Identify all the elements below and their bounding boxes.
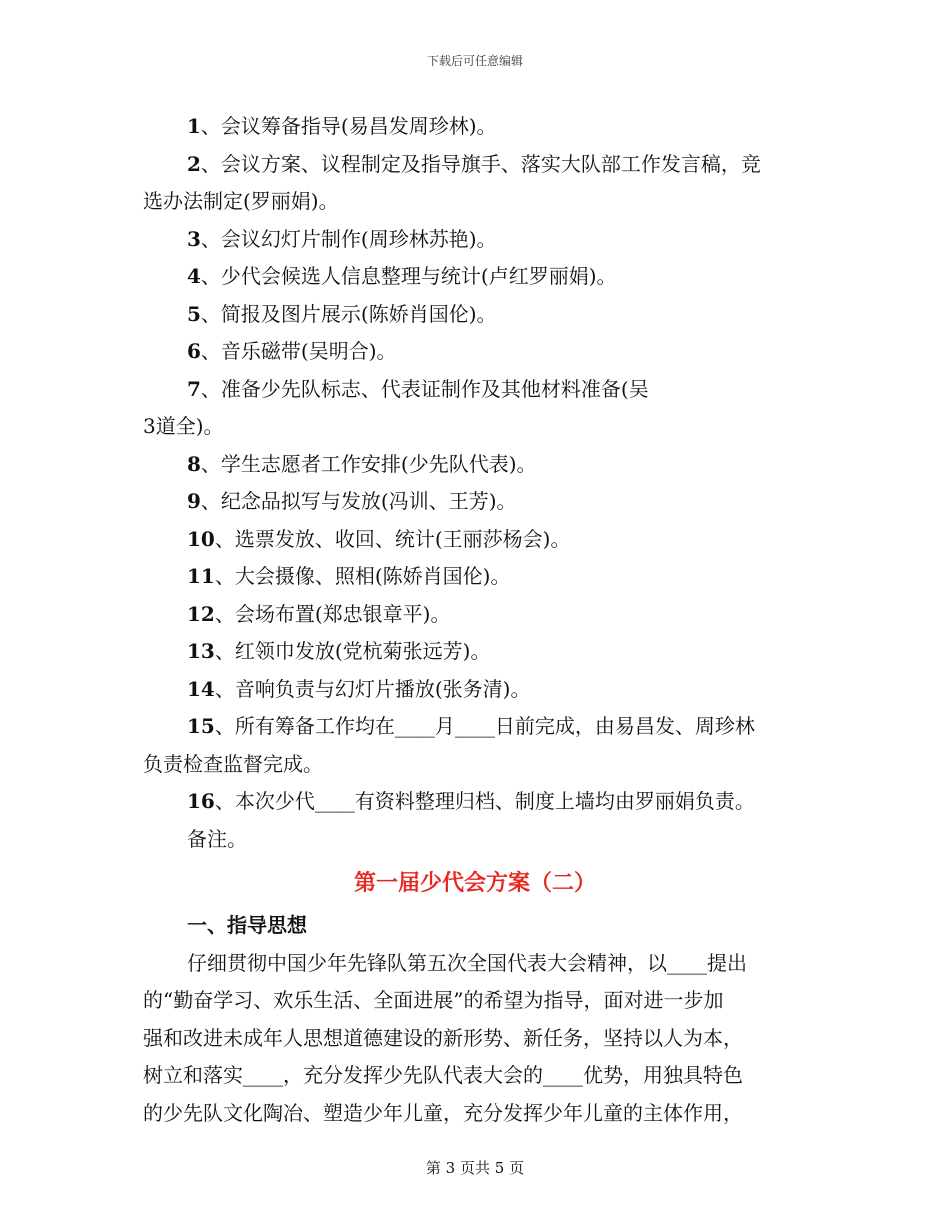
paragraph-line: 的“勤奋学习、欢乐生活、全面进展”的希望为指导，面对进一步加 xyxy=(143,988,724,1012)
item-number: 5 xyxy=(187,301,201,326)
item-text: 、选票发放、收回、统计(王丽莎杨会)。 xyxy=(214,526,571,551)
list-item xyxy=(143,633,807,671)
list-item xyxy=(143,296,807,334)
section-title: 第一届少代会方案（二） xyxy=(353,870,596,896)
item-number: 2 xyxy=(187,151,201,176)
item-text: 、会议筹备指导(易昌发周珍林)。 xyxy=(200,114,497,138)
list-item xyxy=(143,783,807,821)
item-text: 、所有筹备工作均在____月____日前完成，由易昌发、周珍林 xyxy=(214,714,755,738)
list-item-continuation: 选办法制定(罗丽娟)。 xyxy=(143,189,339,213)
item-text: 、少代会候选人信息整理与统计(卢红罗丽娟)。 xyxy=(200,264,617,288)
item-number: 4 xyxy=(187,264,201,288)
item-text: 、学生志愿者工作安排(少先队代表)。 xyxy=(200,451,537,476)
item-number: 11 xyxy=(187,564,215,588)
item-text: 、红领巾发放(党杭菊张远芳)。 xyxy=(214,639,491,663)
item-number: 12 xyxy=(187,601,215,626)
list-item xyxy=(143,221,807,259)
list-item xyxy=(143,258,807,296)
item-number: 16 xyxy=(187,789,215,813)
note-line: 备注。 xyxy=(187,826,247,851)
item-number: 14 xyxy=(187,676,215,701)
paragraph-line: 仔细贯彻中国少年先锋队第五次全国代表大会精神，以____提出 xyxy=(187,950,747,975)
list-item xyxy=(143,333,807,371)
list-item xyxy=(143,446,807,484)
paragraph-line: 强和改进未成年人思想道德建设的新形势、新任务，坚持以人为本， xyxy=(143,1025,743,1050)
item-number: 3 xyxy=(187,226,201,251)
item-text: 、音响负责与幻灯片播放(张务清)。 xyxy=(214,676,531,701)
item-text: 、纪念品拟写与发放(冯训、王芳)。 xyxy=(200,489,517,513)
item-number: 15 xyxy=(187,714,215,738)
list-item xyxy=(143,483,807,521)
list-item xyxy=(143,521,807,559)
list-item xyxy=(143,146,807,184)
paragraph-line: 的少先队文化陶冶、塑造少年儿童，充分发挥少年儿童的主体作用， xyxy=(143,1100,743,1125)
item-text: 、会议幻灯片制作(周珍林苏艳)。 xyxy=(200,226,497,251)
item-text: 、本次少代____有资料整理归档、制度上墙均由罗丽娟负责。 xyxy=(214,789,755,813)
list-item-continuation: 3道全)。 xyxy=(143,414,224,438)
item-text: 、准备少先队标志、代表证制作及其他材料准备(吴 xyxy=(200,376,649,401)
list-item xyxy=(143,596,807,634)
list-item-continuation: 负责检查监督完成。 xyxy=(143,751,323,776)
paragraph-line: 树立和落实____，充分发挥少先队代表大会的____优势，用独具特色 xyxy=(143,1063,743,1087)
item-text: 、会议方案、议程制定及指导旗手、落实大队部工作发言稿，竞 xyxy=(200,151,761,176)
section-heading: 一、指导思想 xyxy=(187,913,307,937)
item-text: 、简报及图片展示(陈娇肖国伦)。 xyxy=(200,301,497,326)
page-header: 下载后可任意编辑 xyxy=(426,54,523,68)
page-footer: 第 3 页共 5 页 xyxy=(425,1159,525,1177)
document-body xyxy=(143,108,807,1132)
list-item xyxy=(143,371,807,409)
task-list xyxy=(143,108,807,821)
list-item xyxy=(143,108,807,146)
item-number: 13 xyxy=(187,639,215,663)
item-text: 、大会摄像、照相(陈娇肖国伦)。 xyxy=(214,564,511,588)
list-item xyxy=(143,708,807,746)
item-text: 、会场布置(郑忠银章平)。 xyxy=(214,601,451,626)
item-number: 7 xyxy=(187,376,201,401)
list-item xyxy=(143,671,807,709)
item-number: 1 xyxy=(187,114,201,138)
item-text: 、音乐磁带(吴明合)。 xyxy=(200,339,397,363)
item-number: 6 xyxy=(187,339,201,363)
list-item xyxy=(143,558,807,596)
item-number: 9 xyxy=(187,489,201,513)
item-number: 8 xyxy=(187,451,201,476)
item-number: 10 xyxy=(187,526,215,551)
